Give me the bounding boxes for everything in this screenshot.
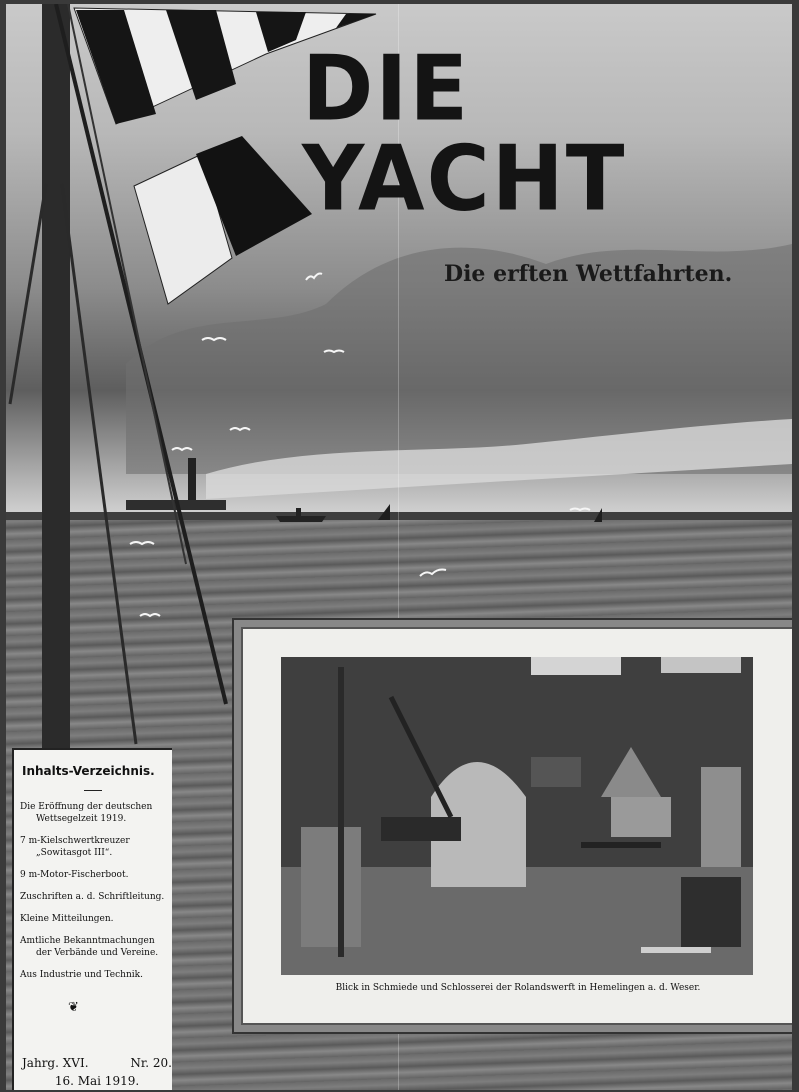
issue-number: Nr. 20.: [130, 1056, 172, 1070]
horizon: [6, 512, 792, 520]
workshop-photo: [281, 657, 753, 975]
mast: [42, 4, 70, 754]
toc-item: 9 m-Motor-Fischerboot.: [20, 870, 129, 880]
magazine-cover: [6, 4, 792, 1090]
lighthouse: [188, 458, 196, 502]
masthead-title: DIE YACHT: [302, 36, 627, 232]
photo-frame: [234, 620, 792, 1032]
ornament-icon: ❦: [68, 1000, 79, 1015]
toc-heading: Inhalts-Verzeichnis.: [22, 764, 155, 778]
steamer-funnel: [296, 508, 301, 516]
toc-divider: [84, 790, 102, 791]
rigging-line: [62, 184, 136, 744]
toc-item: Amtliche Bekanntmachungen der Verbände und Vereine.: [20, 936, 159, 958]
issue-info: [22, 1056, 172, 1088]
toc-item: Kleine Mitteilungen.: [20, 914, 114, 924]
photo-caption: Blick in Schmiede und Schlosserei der Rolandswerft in Hemelingen a. d. Weser.: [335, 983, 701, 993]
toc-item: 7 m-Kielschwertkreuzer „Sowitasgot III“.: [20, 836, 130, 858]
toc-item: Aus Industrie und Technik.: [20, 970, 143, 980]
steamer-ship: [276, 516, 326, 522]
table-of-contents: [12, 748, 172, 1090]
toc-item: Zuschriften a. d. Schriftleitung.: [20, 892, 165, 902]
workshop-scene: [281, 657, 753, 975]
issue-date: 16. Mai 1919.: [54, 1074, 140, 1088]
toc-list: [14, 801, 172, 981]
toc-item: Die Eröffnung der deutschen Wettsegelzeit 1919.: [20, 802, 153, 824]
rigging-line: [10, 184, 46, 404]
cover-subtitle: Die erften Wettfahrten.: [444, 261, 733, 287]
volume-label: Jahrg. XVI.: [22, 1056, 89, 1070]
